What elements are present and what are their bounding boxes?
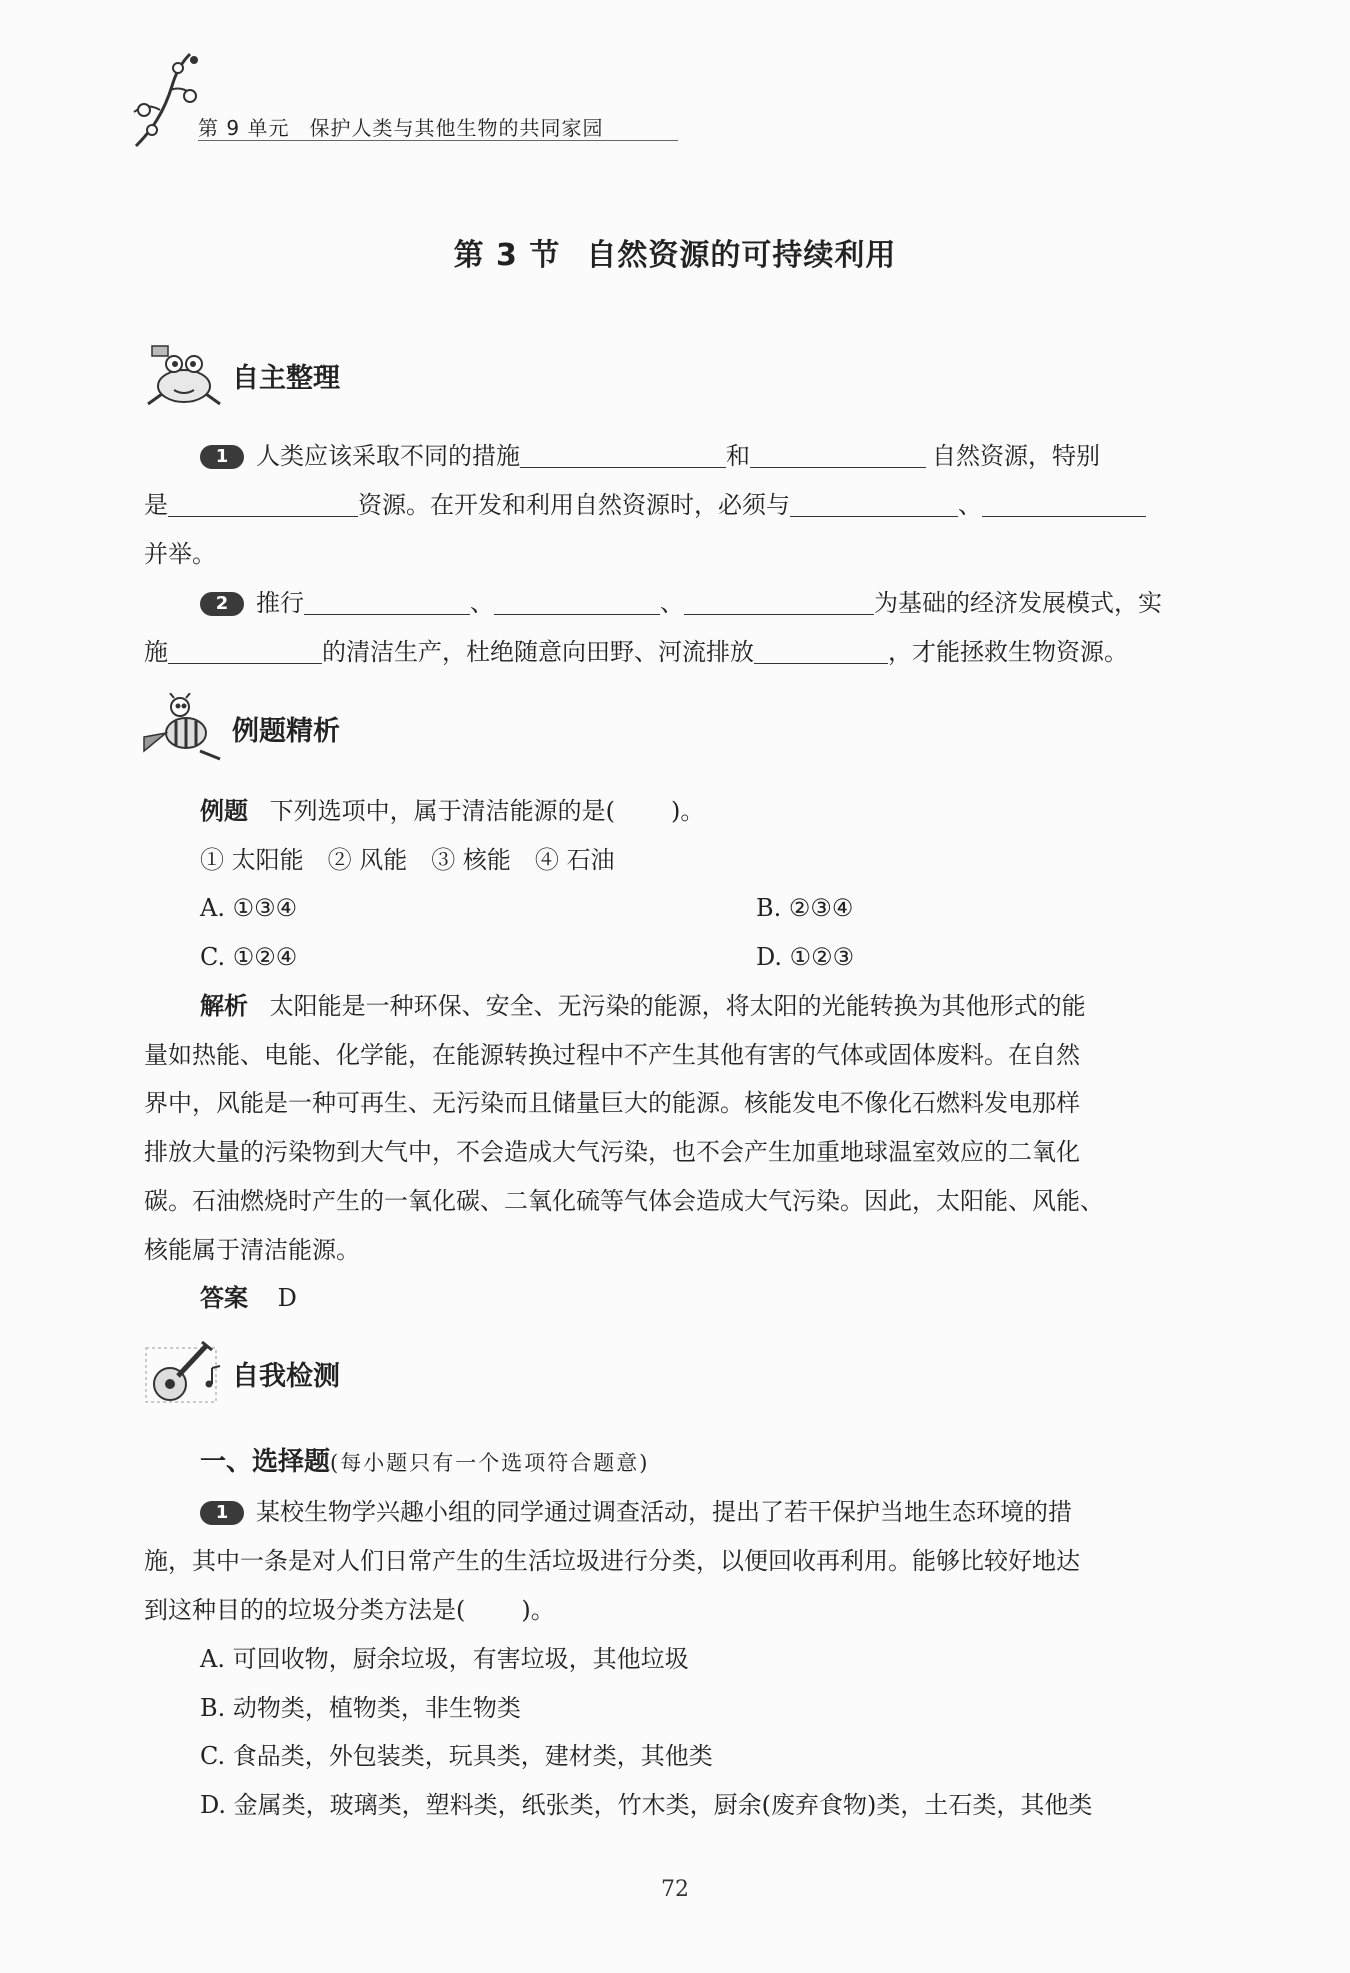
- frog-mascot-icon: [140, 340, 226, 410]
- fill-blank[interactable]: [168, 637, 322, 664]
- q2-line-2: 施 的清洁生产，杜绝随意向田野、河流排放 ，才能拯救生物资源。: [144, 638, 1128, 666]
- example-stem: 例题 下列选项中，属于清洁能源的是( )。: [200, 797, 705, 825]
- fill-blank[interactable]: [684, 588, 874, 615]
- option-a: A. ①③④: [200, 894, 298, 922]
- fill-blank[interactable]: [168, 490, 358, 517]
- header-rule: [198, 140, 678, 141]
- header-text: [198, 112, 603, 141]
- analysis-line-4: 排放大量的污染物到大气中，不会造成大气污染，也不会产生加重地球温室效应的二氧化: [144, 1138, 1080, 1166]
- q1-option-b[interactable]: B. 动物类，植物类，非生物类: [200, 1694, 521, 1722]
- analysis-line-3: 界中，风能是一种可再生、无污染而且储量巨大的能源。核能发电不像化石燃料发电那样: [144, 1089, 1080, 1117]
- q1-line-2: 是 资源。在开发和利用自然资源时，必须与 、: [144, 489, 1146, 521]
- running-header: [130, 50, 690, 150]
- page-number: 72: [661, 1877, 689, 1902]
- heading-label: 自我检测: [232, 1360, 340, 1392]
- answer-label: 答案: [200, 1284, 248, 1312]
- unit-number: 第 9 单元: [198, 116, 290, 140]
- heading-label: 自主整理: [232, 362, 340, 394]
- bee-mascot-icon: [140, 693, 226, 763]
- fill-blank[interactable]: [520, 441, 726, 468]
- answer-line: [144, 1282, 297, 1314]
- example-label: 例题: [200, 797, 248, 825]
- q1-option-a[interactable]: A. 可回收物，厨余垃圾，有害垃圾，其他垃圾: [200, 1645, 689, 1673]
- heading-selftest: [140, 1338, 340, 1408]
- part-title: 一、选择题: [200, 1447, 331, 1477]
- analysis-line-5: 碳。石油燃烧时产生的一氧化碳、二氧化硫等气体会造成大气污染。因此，太阳能、风能、: [144, 1187, 1104, 1215]
- example-options-row-1: [144, 892, 1204, 924]
- analysis-line-1: 解析 太阳能是一种环保、安全、无污染的能源，将太阳的光能转换为其他形式的能: [200, 992, 1086, 1020]
- fill-blank[interactable]: [982, 490, 1146, 517]
- question-number-badge: 1: [200, 445, 244, 469]
- section-name: 自然资源的可持续利用: [586, 238, 897, 273]
- q1-option-c[interactable]: C. 食品类，外包装类，玩具类，建材类，其他类: [200, 1742, 713, 1770]
- q1-stem-line-3: 到这种目的的垃圾分类方法是( )。: [144, 1596, 555, 1624]
- fill-blank[interactable]: [750, 441, 926, 468]
- section-title: [0, 230, 1350, 274]
- fill-blank[interactable]: [790, 490, 958, 517]
- analysis-line-2: 量如热能、电能、化学能，在能源转换过程中不产生其他有害的气体或固体废料。在自然: [144, 1041, 1080, 1069]
- q1-stem-line-2: 施，其中一条是对人们日常产生的生活垃圾进行分类，以便回收再利用。能够比较好地达: [144, 1547, 1080, 1575]
- fill-blank[interactable]: [304, 588, 470, 615]
- fill-blank[interactable]: [754, 637, 888, 664]
- part-subtitle: (每小题只有一个选项符合题意): [330, 1451, 650, 1475]
- part-heading: [144, 1446, 649, 1478]
- unit-title: 保护人类与其他生物的共同家园: [309, 116, 604, 140]
- fill-blank[interactable]: [494, 588, 660, 615]
- answer-value: D: [277, 1284, 297, 1312]
- question-number-badge: 1: [200, 1501, 244, 1525]
- question-number-badge: 2: [200, 592, 244, 616]
- q1-line-3: 并举。: [144, 540, 216, 568]
- option-c: C. ①②④: [200, 943, 298, 971]
- heading-label: 例题精析: [232, 715, 340, 747]
- q1-stem-line-1: 1 某校生物学兴趣小组的同学通过调查活动，提出了若干保护当地生态环境的措: [144, 1496, 1072, 1528]
- analysis-label: 解析: [200, 992, 248, 1020]
- option-d: D. ①②③: [756, 943, 855, 971]
- heading-examples: [140, 693, 340, 763]
- section-number: 第 3 节: [453, 238, 561, 273]
- heading-organize: [140, 340, 340, 410]
- guitar-icon: [140, 1338, 226, 1408]
- example-options-row-2: [144, 941, 1204, 973]
- q1-option-d[interactable]: D. 金属类，玻璃类，塑料类，纸张类，竹木类，厨余(废弃食物)类，土石类，其他类: [200, 1791, 1093, 1819]
- q1-line-1: 1 人类应该采取不同的措施 和 自然资源，特别: [144, 440, 1100, 472]
- option-b: B. ②③④: [756, 894, 854, 922]
- example-items: ① 太阳能 ② 风能 ③ 核能 ④ 石油: [200, 846, 615, 874]
- analysis-line-6: 核能属于清洁能源。: [144, 1236, 360, 1264]
- q2-line-1: 2 推行 、 、 为基础的经济发展模式，实: [144, 587, 1162, 619]
